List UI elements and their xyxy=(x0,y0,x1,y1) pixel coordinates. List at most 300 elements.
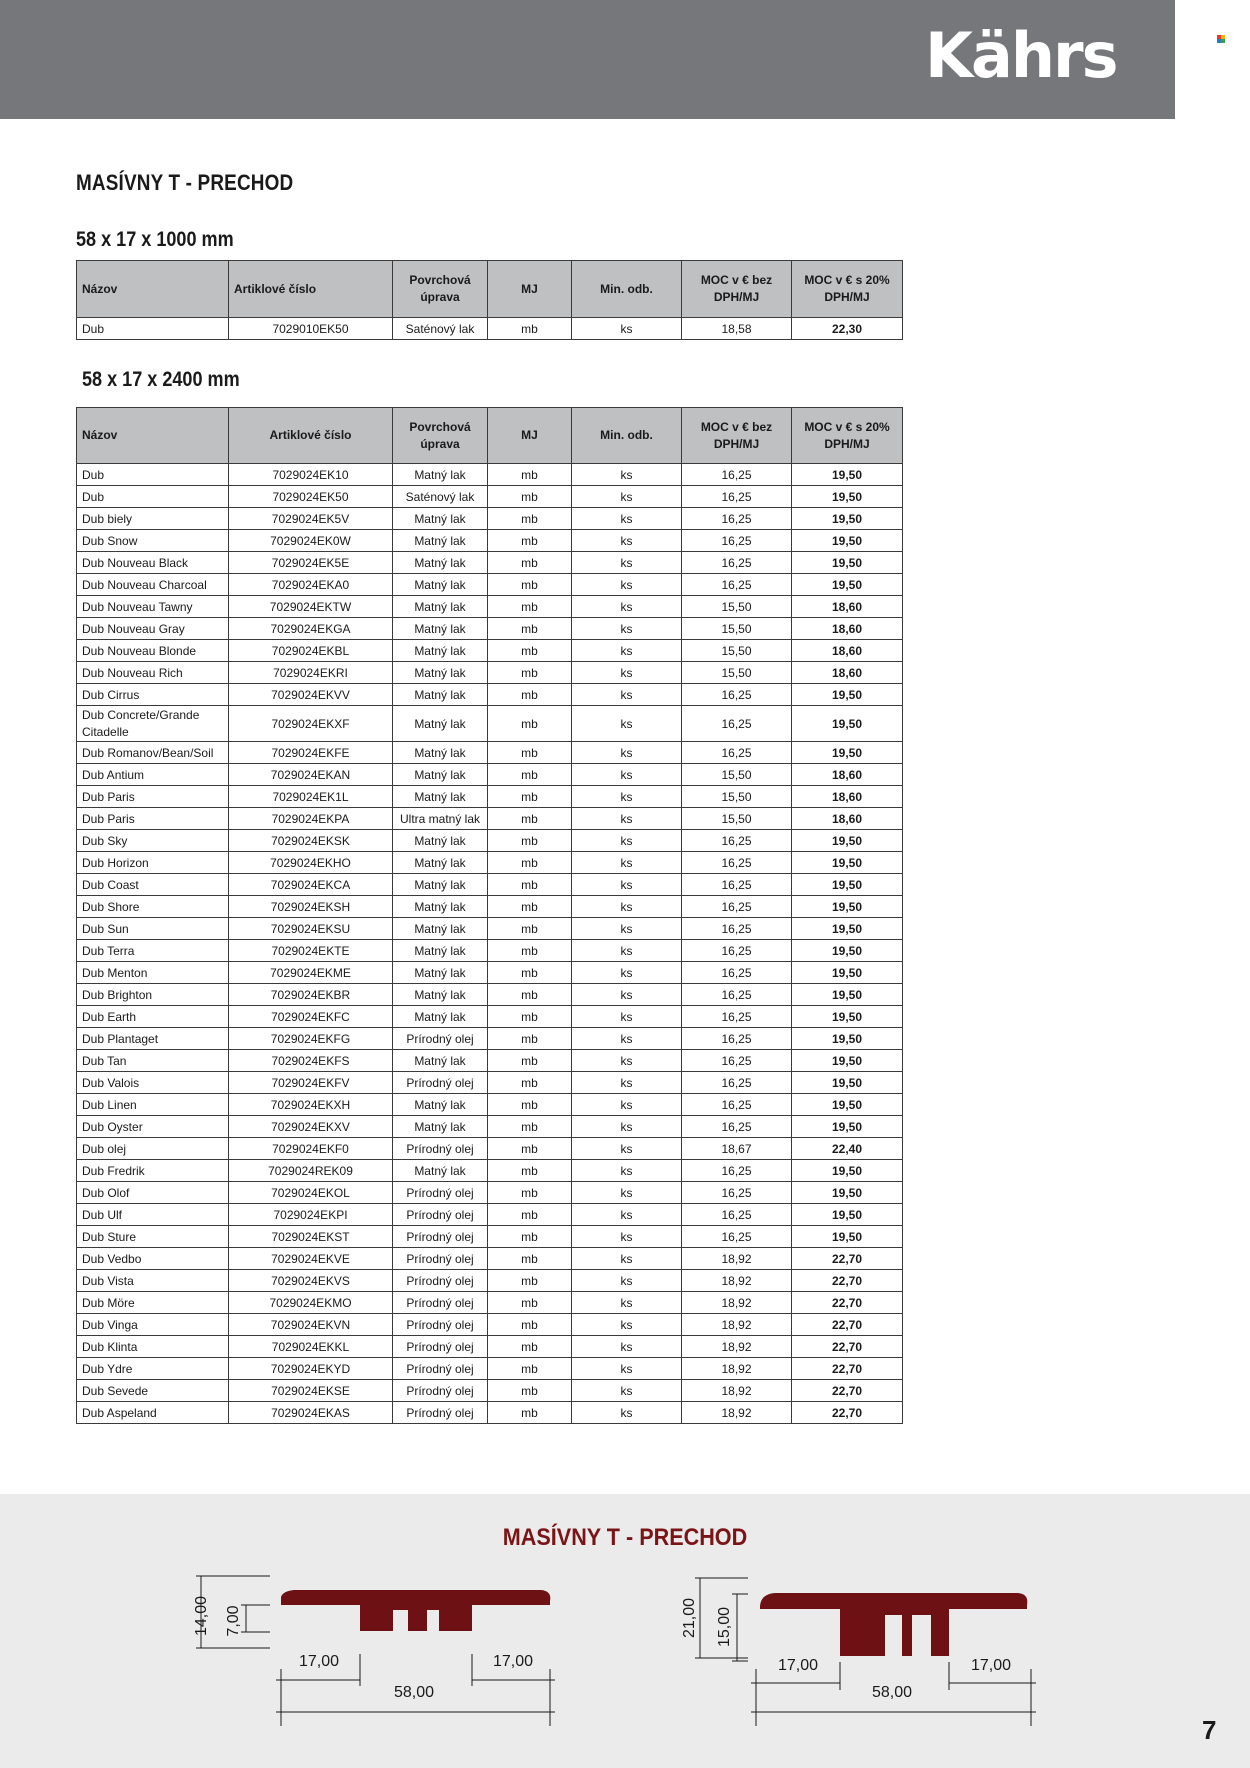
cell-price-vat: 22,70 xyxy=(792,1270,903,1292)
table-row xyxy=(77,464,903,486)
cell-price-vat: 19,50 xyxy=(792,1160,903,1182)
cell-article: 7029024EK5E xyxy=(229,552,393,574)
cell-unit: mb xyxy=(488,764,572,786)
cell-price-net: 15,50 xyxy=(682,786,792,808)
cell-finish: Matný lak xyxy=(393,1116,488,1138)
cell-article: 7029024EKAN xyxy=(229,764,393,786)
cell-name: Dub Valois xyxy=(77,1072,229,1094)
col-header-price-vat: MOC v € s 20% DPH/MJ xyxy=(792,408,903,464)
cell-name: Dub Horizon xyxy=(77,852,229,874)
cell-price-net: 18,92 xyxy=(682,1314,792,1336)
cell-min-order: ks xyxy=(572,1160,682,1182)
profile-diagrams xyxy=(0,1494,1250,1768)
table-row xyxy=(77,1050,903,1072)
cell-unit: mb xyxy=(488,464,572,486)
cell-min-order: ks xyxy=(572,464,682,486)
cell-finish: Prírodný olej xyxy=(393,1248,488,1270)
cell-price-vat: 18,60 xyxy=(792,662,903,684)
cell-finish: Prírodný olej xyxy=(393,1314,488,1336)
cell-price-vat: 19,50 xyxy=(792,1116,903,1138)
cell-unit: mb xyxy=(488,1160,572,1182)
cell-min-order: ks xyxy=(572,1006,682,1028)
cell-finish: Matný lak xyxy=(393,1050,488,1072)
cell-price-net: 16,25 xyxy=(682,1182,792,1204)
table-row xyxy=(77,662,903,684)
cell-price-net: 16,25 xyxy=(682,742,792,764)
table-row xyxy=(77,684,903,706)
page-title: MASÍVNY T - PRECHOD xyxy=(76,170,294,195)
cell-unit: mb xyxy=(488,1094,572,1116)
cell-min-order: ks xyxy=(572,1248,682,1270)
cell-finish: Prírodný olej xyxy=(393,1226,488,1248)
cell-finish: Matný lak xyxy=(393,530,488,552)
table-row xyxy=(77,940,903,962)
cell-finish: Matný lak xyxy=(393,684,488,706)
cell-price-vat: 18,60 xyxy=(792,808,903,830)
cell-article: 7029024REK09 xyxy=(229,1160,393,1182)
cell-min-order: ks xyxy=(572,640,682,662)
cell-unit: mb xyxy=(488,684,572,706)
price-table-1000 xyxy=(76,260,903,340)
price-table-2400 xyxy=(76,407,903,1424)
cell-min-order: ks xyxy=(572,962,682,984)
cell-price-net: 16,25 xyxy=(682,940,792,962)
cell-min-order: ks xyxy=(572,1380,682,1402)
col-header-finish: Povrchová úprava xyxy=(393,408,488,464)
cell-price-vat: 19,50 xyxy=(792,1204,903,1226)
cell-finish: Matný lak xyxy=(393,1094,488,1116)
cell-article: 7029024EKF0 xyxy=(229,1138,393,1160)
cell-name: Dub Romanov/Bean/Soil xyxy=(77,742,229,764)
cell-unit: mb xyxy=(488,1138,572,1160)
cell-price-net: 16,25 xyxy=(682,896,792,918)
cell-price-vat: 22,70 xyxy=(792,1358,903,1380)
cell-name: Dub xyxy=(77,486,229,508)
cell-min-order: ks xyxy=(572,662,682,684)
cell-min-order: ks xyxy=(572,486,682,508)
cell-unit: mb xyxy=(488,486,572,508)
cell-price-vat: 22,70 xyxy=(792,1380,903,1402)
cell-name: Dub Menton xyxy=(77,962,229,984)
cell-price-net: 18,58 xyxy=(682,318,792,340)
cell-unit: mb xyxy=(488,596,572,618)
cell-article: 7029024EKOL xyxy=(229,1182,393,1204)
cell-name: Dub Aspeland xyxy=(77,1402,229,1424)
left-height-step: 7,00 xyxy=(225,1605,242,1637)
cell-price-net: 18,92 xyxy=(682,1380,792,1402)
cell-name: Dub Oyster xyxy=(77,1116,229,1138)
cell-price-vat: 19,50 xyxy=(792,1028,903,1050)
cell-name: Dub Antium xyxy=(77,764,229,786)
cell-name: Dub Nouveau Rich xyxy=(77,662,229,684)
cell-article: 7029024EKCA xyxy=(229,874,393,896)
table-row xyxy=(77,486,903,508)
cell-unit: mb xyxy=(488,1050,572,1072)
col-header-article: Artiklové číslo xyxy=(229,408,393,464)
cell-finish: Prírodný olej xyxy=(393,1204,488,1226)
cell-finish: Matný lak xyxy=(393,508,488,530)
cell-price-vat: 19,50 xyxy=(792,530,903,552)
cell-finish: Matný lak xyxy=(393,764,488,786)
cell-min-order: ks xyxy=(572,940,682,962)
cell-min-order: ks xyxy=(572,684,682,706)
cell-unit: mb xyxy=(488,1116,572,1138)
cell-price-net: 18,92 xyxy=(682,1402,792,1424)
cell-unit: mb xyxy=(488,962,572,984)
cell-unit: mb xyxy=(488,940,572,962)
cell-finish: Prírodný olej xyxy=(393,1028,488,1050)
logo-mark-icon xyxy=(1217,35,1225,43)
table-row xyxy=(77,1226,903,1248)
cell-name: Dub Vedbo xyxy=(77,1248,229,1270)
left-width: 58,00 xyxy=(393,1684,435,1701)
cell-min-order: ks xyxy=(572,1138,682,1160)
table-row xyxy=(77,984,903,1006)
table-row xyxy=(77,1248,903,1270)
cell-price-vat: 19,50 xyxy=(792,508,903,530)
cell-name: Dub Sevede xyxy=(77,1380,229,1402)
right-leg-right: 17,00 xyxy=(970,1657,1012,1674)
cell-article: 7029024EK0W xyxy=(229,530,393,552)
table-row xyxy=(77,764,903,786)
cell-min-order: ks xyxy=(572,1050,682,1072)
cell-finish: Matný lak xyxy=(393,574,488,596)
cell-min-order: ks xyxy=(572,1028,682,1050)
cell-min-order: ks xyxy=(572,574,682,596)
cell-name: Dub Concrete/Grande Citadelle xyxy=(77,706,229,742)
col-header-name: Názov xyxy=(77,408,229,464)
table-row xyxy=(77,530,903,552)
cell-article: 7029024EKTW xyxy=(229,596,393,618)
cell-name: Dub xyxy=(77,464,229,486)
cell-min-order: ks xyxy=(572,1116,682,1138)
diagram-title: MASÍVNY T - PRECHOD xyxy=(502,1524,748,1551)
cell-name: Dub Shore xyxy=(77,896,229,918)
cell-finish: Matný lak xyxy=(393,786,488,808)
table1-subtitle: 58 x 17 x 1000 mm xyxy=(76,228,234,251)
left-profile-drawing xyxy=(193,1576,555,1726)
cell-article: 7029024EKVN xyxy=(229,1314,393,1336)
table-row xyxy=(77,1138,903,1160)
cell-price-vat: 22,70 xyxy=(792,1336,903,1358)
cell-name: Dub Tan xyxy=(77,1050,229,1072)
cell-price-vat: 19,50 xyxy=(792,706,903,742)
left-leg-right: 17,00 xyxy=(492,1653,534,1670)
cell-article: 7029024EKBR xyxy=(229,984,393,1006)
cell-price-vat: 19,50 xyxy=(792,574,903,596)
cell-unit: mb xyxy=(488,530,572,552)
table-row xyxy=(77,1336,903,1358)
col-header-price-net: MOC v € bez DPH/MJ xyxy=(682,408,792,464)
cell-price-vat: 19,50 xyxy=(792,874,903,896)
cell-finish: Prírodný olej xyxy=(393,1402,488,1424)
cell-unit: mb xyxy=(488,706,572,742)
cell-finish: Prírodný olej xyxy=(393,1182,488,1204)
table-row xyxy=(77,1204,903,1226)
cell-unit: mb xyxy=(488,808,572,830)
cell-unit: mb xyxy=(488,1358,572,1380)
cell-price-net: 16,25 xyxy=(682,1116,792,1138)
table-row xyxy=(77,808,903,830)
cell-finish: Matný lak xyxy=(393,962,488,984)
cell-article: 7029024EKA0 xyxy=(229,574,393,596)
cell-min-order: ks xyxy=(572,318,682,340)
right-leg-left: 17,00 xyxy=(777,1657,819,1674)
cell-price-net: 16,25 xyxy=(682,530,792,552)
right-height-total: 21,00 xyxy=(681,1597,698,1639)
cell-min-order: ks xyxy=(572,786,682,808)
cell-finish: Prírodný olej xyxy=(393,1072,488,1094)
cell-name: Dub Coast xyxy=(77,874,229,896)
table-row xyxy=(77,574,903,596)
cell-unit: mb xyxy=(488,508,572,530)
cell-finish: Matný lak xyxy=(393,896,488,918)
cell-unit: mb xyxy=(488,1182,572,1204)
cell-unit: mb xyxy=(488,1314,572,1336)
cell-price-net: 16,25 xyxy=(682,830,792,852)
cell-finish: Matný lak xyxy=(393,706,488,742)
cell-price-net: 16,25 xyxy=(682,552,792,574)
cell-unit: mb xyxy=(488,662,572,684)
table2-subtitle: 58 x 17 x 2400 mm xyxy=(82,368,240,391)
cell-name: Dub Fredrik xyxy=(77,1160,229,1182)
cell-price-vat: 19,50 xyxy=(792,1072,903,1094)
cell-finish: Matný lak xyxy=(393,464,488,486)
cell-price-net: 15,50 xyxy=(682,618,792,640)
table-row xyxy=(77,1402,903,1424)
cell-unit: mb xyxy=(488,918,572,940)
cell-price-vat: 19,50 xyxy=(792,984,903,1006)
cell-min-order: ks xyxy=(572,1336,682,1358)
cell-article: 7029024EKSH xyxy=(229,896,393,918)
cell-min-order: ks xyxy=(572,764,682,786)
cell-finish: Matný lak xyxy=(393,874,488,896)
cell-name: Dub Sture xyxy=(77,1226,229,1248)
table-row xyxy=(77,1006,903,1028)
cell-name: Dub Möre xyxy=(77,1292,229,1314)
cell-min-order: ks xyxy=(572,508,682,530)
cell-name: Dub olej xyxy=(77,1138,229,1160)
page-number: 7 xyxy=(1202,1715,1217,1745)
cell-unit: mb xyxy=(488,984,572,1006)
cell-article: 7029024EKFE xyxy=(229,742,393,764)
cell-name: Dub Paris xyxy=(77,808,229,830)
cell-name: Dub biely xyxy=(77,508,229,530)
cell-min-order: ks xyxy=(572,618,682,640)
cell-unit: mb xyxy=(488,1270,572,1292)
cell-unit: mb xyxy=(488,786,572,808)
cell-price-vat: 19,50 xyxy=(792,918,903,940)
cell-price-vat: 22,70 xyxy=(792,1292,903,1314)
cell-name: Dub Nouveau Tawny xyxy=(77,596,229,618)
cell-price-net: 16,25 xyxy=(682,574,792,596)
cell-price-net: 15,50 xyxy=(682,764,792,786)
cell-price-vat: 19,50 xyxy=(792,684,903,706)
cell-name: Dub Ulf xyxy=(77,1204,229,1226)
table-row xyxy=(77,596,903,618)
cell-price-vat: 19,50 xyxy=(792,940,903,962)
cell-article: 7029024EKME xyxy=(229,962,393,984)
cell-price-net: 18,92 xyxy=(682,1292,792,1314)
cell-price-net: 18,92 xyxy=(682,1336,792,1358)
cell-article: 7029024EKYD xyxy=(229,1358,393,1380)
cell-price-vat: 22,70 xyxy=(792,1248,903,1270)
table-row xyxy=(77,318,903,340)
cell-name: Dub Nouveau Blonde xyxy=(77,640,229,662)
cell-price-net: 16,25 xyxy=(682,464,792,486)
cell-unit: mb xyxy=(488,1292,572,1314)
cell-price-vat: 18,60 xyxy=(792,640,903,662)
col-header-article: Artiklové číslo xyxy=(229,261,393,318)
cell-finish: Matný lak xyxy=(393,618,488,640)
col-header-min-order: Min. odb. xyxy=(572,261,682,318)
cell-price-net: 16,25 xyxy=(682,684,792,706)
cell-article: 7029024EKFV xyxy=(229,1072,393,1094)
cell-article: 7029024EKFC xyxy=(229,1006,393,1028)
cell-price-net: 16,25 xyxy=(682,1072,792,1094)
cell-article: 7029024EK10 xyxy=(229,464,393,486)
cell-unit: mb xyxy=(488,852,572,874)
cell-price-vat: 19,50 xyxy=(792,486,903,508)
table-row xyxy=(77,1292,903,1314)
cell-name: Dub Brighton xyxy=(77,984,229,1006)
cell-price-vat: 19,50 xyxy=(792,830,903,852)
cell-min-order: ks xyxy=(572,552,682,574)
cell-name: Dub Snow xyxy=(77,530,229,552)
table-row xyxy=(77,1182,903,1204)
table-row xyxy=(77,1380,903,1402)
cell-unit: mb xyxy=(488,318,572,340)
left-profile-shape xyxy=(281,1590,550,1631)
cell-article: 7029024EKXH xyxy=(229,1094,393,1116)
cell-name: Dub Klinta xyxy=(77,1336,229,1358)
cell-min-order: ks xyxy=(572,1314,682,1336)
cell-price-net: 16,25 xyxy=(682,486,792,508)
cell-price-net: 16,25 xyxy=(682,874,792,896)
cell-price-vat: 19,50 xyxy=(792,1050,903,1072)
cell-price-vat: 19,50 xyxy=(792,1182,903,1204)
cell-unit: mb xyxy=(488,640,572,662)
cell-article: 7029024EKPA xyxy=(229,808,393,830)
table-row xyxy=(77,1314,903,1336)
cell-price-vat: 19,50 xyxy=(792,1006,903,1028)
table-row xyxy=(77,508,903,530)
cell-price-net: 16,25 xyxy=(682,1204,792,1226)
cell-price-vat: 19,50 xyxy=(792,552,903,574)
cell-name: Dub Olof xyxy=(77,1182,229,1204)
cell-price-vat: 19,50 xyxy=(792,464,903,486)
cell-min-order: ks xyxy=(572,596,682,618)
cell-article: 7029024EKVE xyxy=(229,1248,393,1270)
table-row xyxy=(77,874,903,896)
cell-price-net: 16,25 xyxy=(682,1028,792,1050)
cell-finish: Prírodný olej xyxy=(393,1292,488,1314)
cell-article: 7029024EKST xyxy=(229,1226,393,1248)
cell-name: Dub Sun xyxy=(77,918,229,940)
cell-finish: Matný lak xyxy=(393,1006,488,1028)
cell-price-vat: 22,70 xyxy=(792,1314,903,1336)
cell-name: Dub Ydre xyxy=(77,1358,229,1380)
cell-name: Dub Earth xyxy=(77,1006,229,1028)
cell-min-order: ks xyxy=(572,1094,682,1116)
cell-finish: Matný lak xyxy=(393,1160,488,1182)
cell-price-net: 16,25 xyxy=(682,1050,792,1072)
cell-min-order: ks xyxy=(572,984,682,1006)
cell-price-net: 16,25 xyxy=(682,918,792,940)
cell-min-order: ks xyxy=(572,918,682,940)
cell-finish: Matný lak xyxy=(393,830,488,852)
col-header-finish: Povrchová úprava xyxy=(393,261,488,318)
col-header-unit: MJ xyxy=(488,408,572,464)
cell-price-net: 16,25 xyxy=(682,984,792,1006)
cell-unit: mb xyxy=(488,1006,572,1028)
cell-price-net: 16,25 xyxy=(682,962,792,984)
cell-article: 7029024EKBL xyxy=(229,640,393,662)
cell-unit: mb xyxy=(488,874,572,896)
cell-price-vat: 19,50 xyxy=(792,1094,903,1116)
cell-min-order: ks xyxy=(572,852,682,874)
cell-unit: mb xyxy=(488,896,572,918)
cell-finish: Matný lak xyxy=(393,552,488,574)
cell-price-net: 16,25 xyxy=(682,706,792,742)
cell-finish: Saténový lak xyxy=(393,486,488,508)
cell-article: 7029024EKSK xyxy=(229,830,393,852)
cell-min-order: ks xyxy=(572,706,682,742)
table-row xyxy=(77,742,903,764)
table-row xyxy=(77,786,903,808)
cell-finish: Matný lak xyxy=(393,940,488,962)
cell-price-vat: 19,50 xyxy=(792,1226,903,1248)
cell-unit: mb xyxy=(488,830,572,852)
cell-unit: mb xyxy=(488,1380,572,1402)
cell-article: 7029024EK50 xyxy=(229,486,393,508)
cell-finish: Saténový lak xyxy=(393,318,488,340)
table-row xyxy=(77,1116,903,1138)
cell-finish: Matný lak xyxy=(393,852,488,874)
cell-price-vat: 18,60 xyxy=(792,764,903,786)
cell-min-order: ks xyxy=(572,1358,682,1380)
cell-article: 7029024EKXF xyxy=(229,706,393,742)
cell-price-vat: 18,60 xyxy=(792,786,903,808)
table-row xyxy=(77,896,903,918)
cell-price-net: 18,92 xyxy=(682,1248,792,1270)
cell-unit: mb xyxy=(488,1028,572,1050)
cell-unit: mb xyxy=(488,742,572,764)
brand-logo: Kährs xyxy=(925,19,1117,92)
cell-price-vat: 18,60 xyxy=(792,618,903,640)
table-row xyxy=(77,706,903,742)
cell-article: 7029024EKPI xyxy=(229,1204,393,1226)
table-row xyxy=(77,852,903,874)
cell-finish: Matný lak xyxy=(393,596,488,618)
table-row xyxy=(77,618,903,640)
right-height-step: 15,00 xyxy=(716,1606,733,1648)
cell-price-vat: 19,50 xyxy=(792,742,903,764)
cell-article: 7029024EKXV xyxy=(229,1116,393,1138)
cell-article: 7029024EKSE xyxy=(229,1380,393,1402)
cell-name: Dub xyxy=(77,318,229,340)
cell-finish: Prírodný olej xyxy=(393,1270,488,1292)
cell-finish: Ultra matný lak xyxy=(393,808,488,830)
cell-price-net: 16,25 xyxy=(682,508,792,530)
col-header-unit: MJ xyxy=(488,261,572,318)
table-row xyxy=(77,1160,903,1182)
col-header-min-order: Min. odb. xyxy=(572,408,682,464)
cell-price-net: 16,25 xyxy=(682,1226,792,1248)
cell-name: Dub Linen xyxy=(77,1094,229,1116)
cell-article: 7029024EKRI xyxy=(229,662,393,684)
table-row xyxy=(77,1028,903,1050)
